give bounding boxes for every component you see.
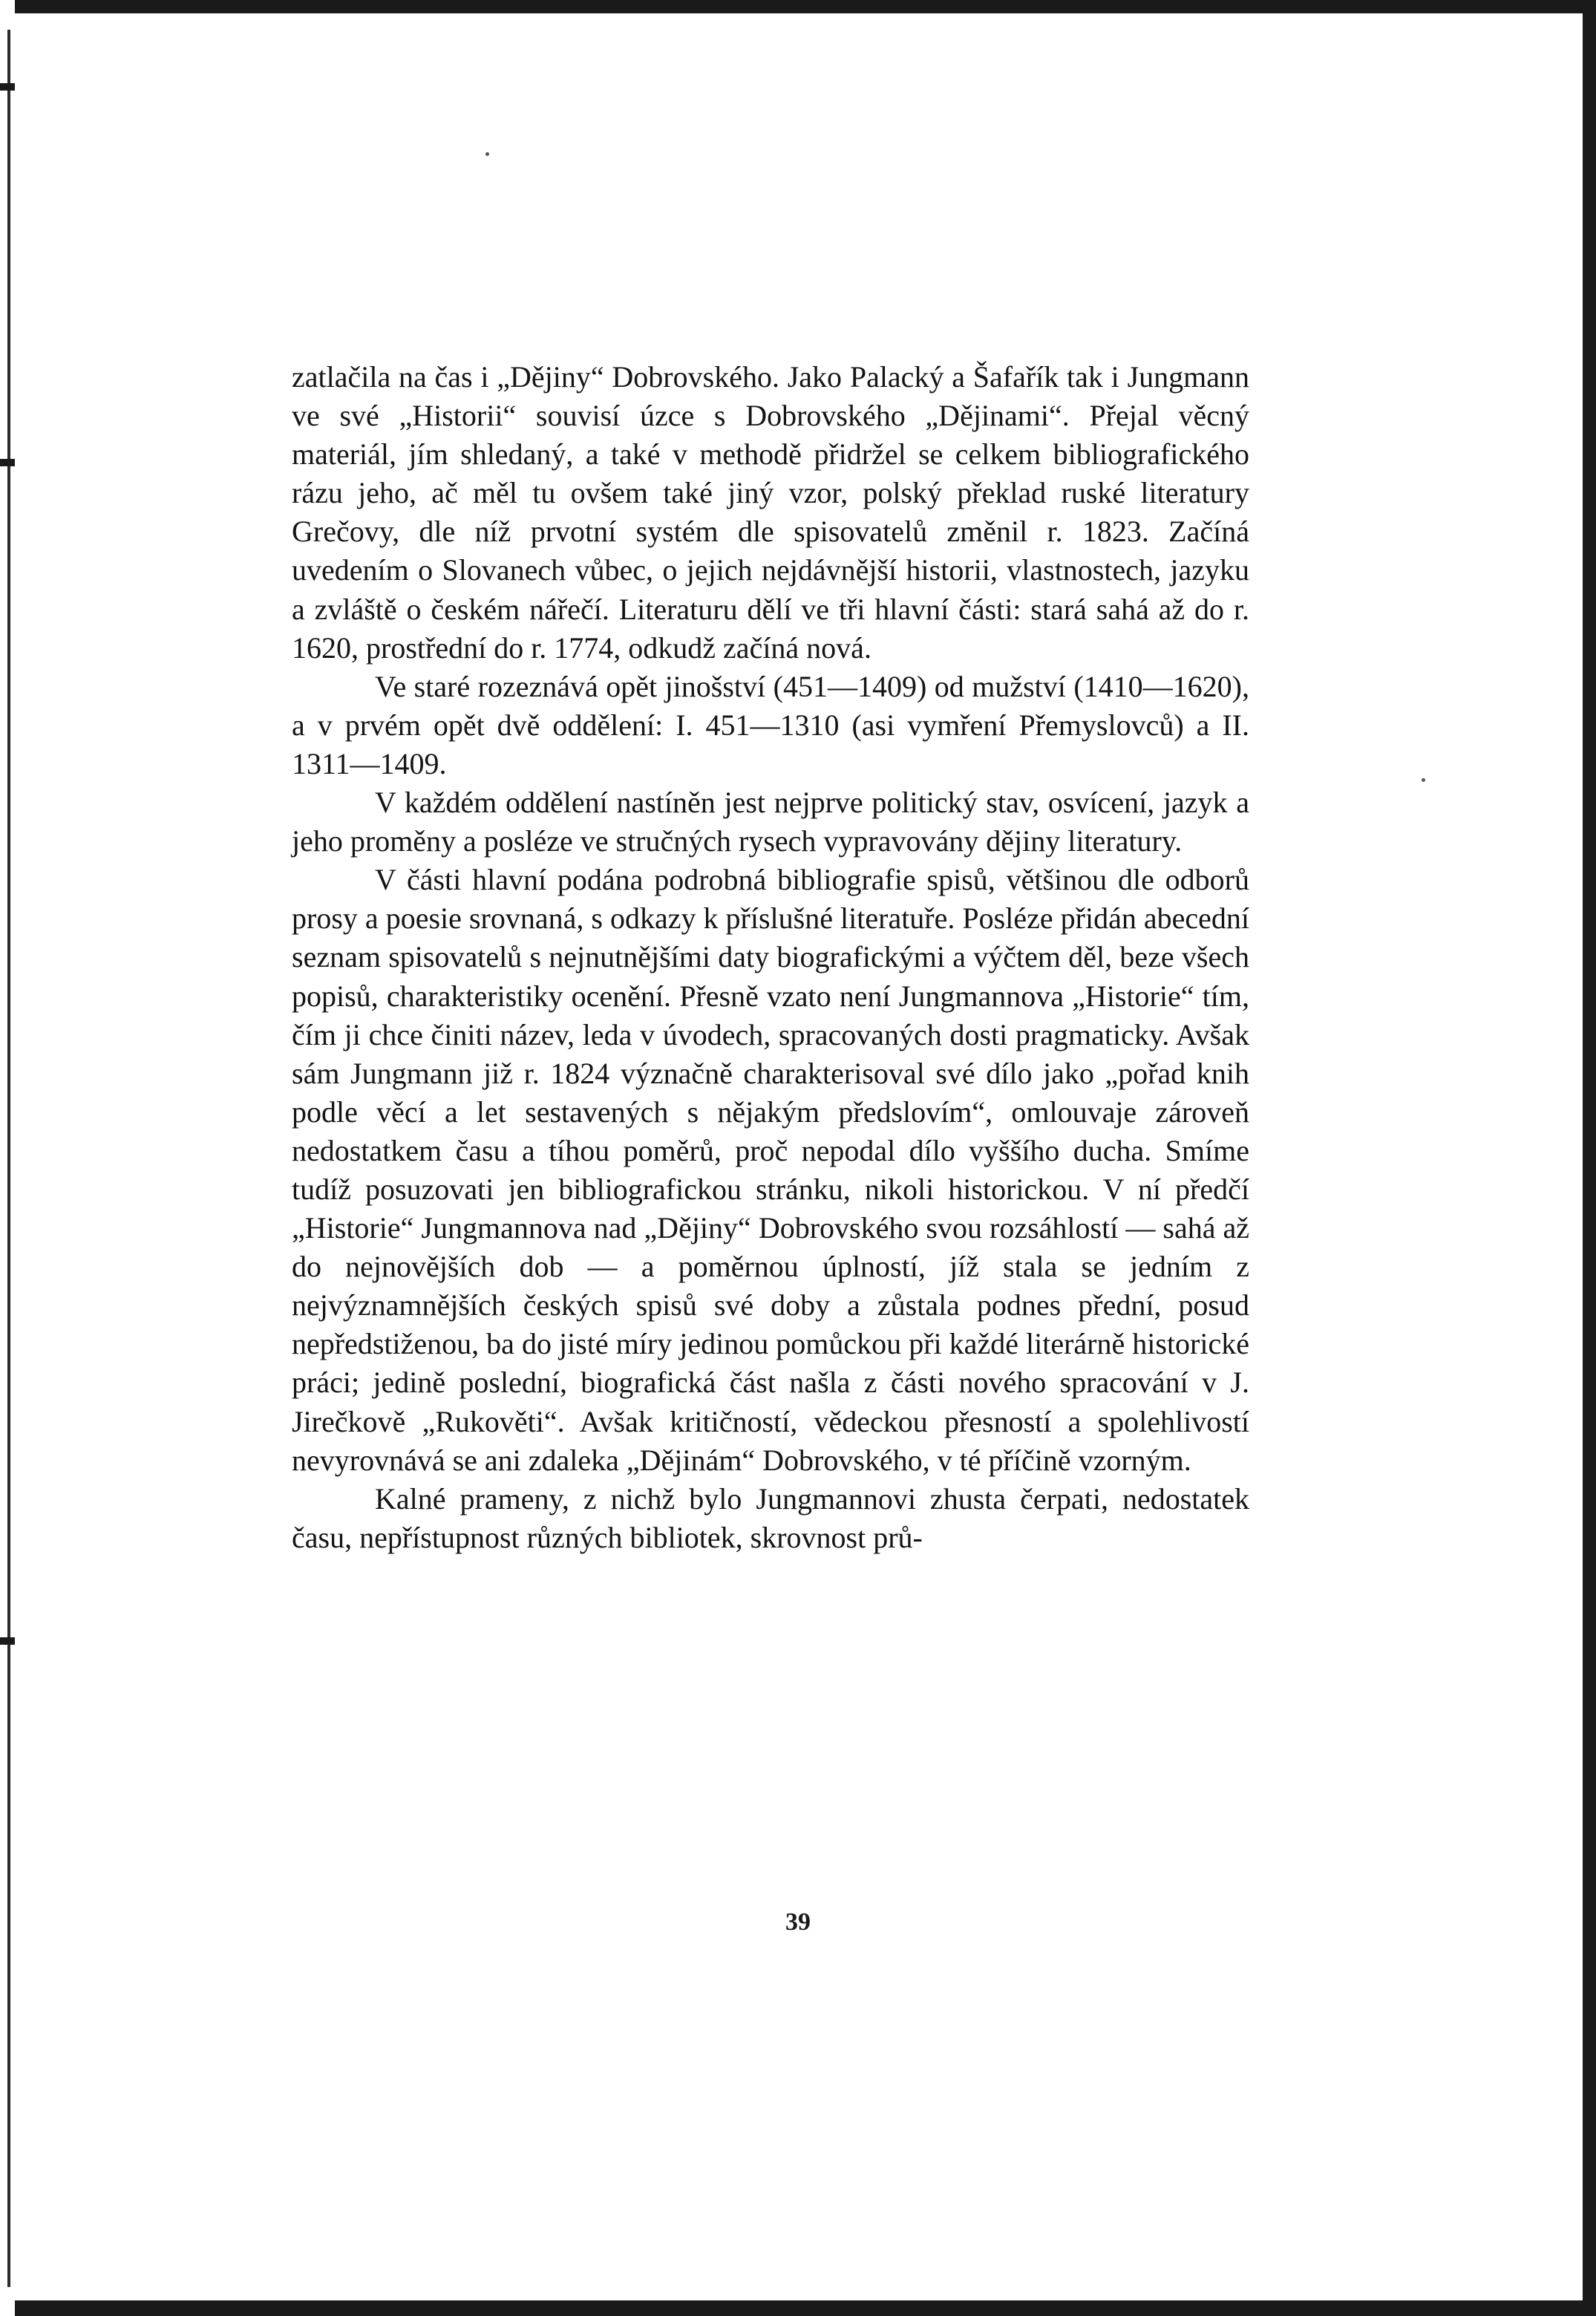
paragraph-2: Ve staré rozeznává opět jinošství (451—1409) od mužství (1410—1620), a v prvém opět dvě oddělení: I. 451—1310 (asi vymření Přemyslovců) a II. 1311—1409.: [292, 669, 1249, 780]
paragraph-3: V každém oddělení nastíněn jest nejprve politický stav, osvícení, jazyk a jeho proměny a posléze ve stručných rysech vypravovány dějiny literatury.: [292, 786, 1249, 858]
scan-speck: [1422, 778, 1425, 782]
page-binding-edge: [0, 0, 15, 2316]
paragraph-1: zatlačila na čas i „Dějiny“ Dobrovského. Jako Palacký a Šafařík tak i Jungmann ve své „Historii“ souvisí úzce s Dobrovského „Dějinami“. Přejal věcný materiál, jím shledaný, a také v methodě přidržel se celkem bibliografického rázu jeho, ač měl tu ovšem také jiný vzor, polský překlad ruské literatury Grečovy, dle níž prvotní systém dle spisovatelů změnil r. 1823. Začíná uvedením o Slovanech vůbec, o jejich nejdávnější historii, vlastnostech, jazyku a zvláště o českém nářečí. Literaturu dělí ve tři hlavní části: stará sahá až do r. 1620, prostřední do r. 1774, odkudž začíná nová.: [292, 360, 1249, 665]
page-number: 39: [785, 1908, 811, 1936]
paragraph-5: Kalné prameny, z nichž bylo Jungmannovi zhusta čerpati, nedostatek času, nepřístupnost různých bibliotek, skrovnost prů-: [292, 1481, 1249, 1554]
scan-speck: [485, 152, 489, 156]
paragraph-4: V části hlavní podána podrobná bibliografie spisů, většinou dle odborů prosy a poesie srovnaná, s odkazy k příslušné literatuře. Posléze přidán abecední seznam spisovatelů s nejnutnějšími daty biografickými a výčtem děl, beze všech popisů, charakteristiky ocenění. Přesně vzato není Jungmannova „Historie“ tím, čím ji chce činiti název, leda v úvodech, spracovaných dosti pragmaticky. Avšak sám Jungmann již r. 1824 význačně charakterisoval své dílo jako „pořad knih podle věcí a let sestavených s nějakým předslovím“, omlouvaje zároveň nedostatkem času a tíhou poměrů, proč nepodal dílo vyššího ducha. Smíme tudíž posuzovati jen bibliografickou stránku, nikoli historickou. V ní předčí „Historie“ Jungmannova nad „Dějiny“ Dobrovského svou rozsáhlostí — sahá až do nejnovějších dob — a poměrnou úplností, jíž stala se jedním z nejvýznamnějších českých spisů své doby a zůstala podnes přední, posud nepředstiženou, ba do jisté míry jedinou pomůckou při každé literárně historické práci; jedině poslední, biografická část našla z části nového spracování v J. Jirečkově „Rukověti“. Avšak kritičností, vědeckou přesností a spolehlivostí nevyrovnává se ani zdaleka „Dějinám“ Dobrovského, v té příčině vzorným.: [292, 863, 1249, 1477]
binding-line: [7, 30, 10, 2287]
body-text: [292, 358, 1249, 1557]
